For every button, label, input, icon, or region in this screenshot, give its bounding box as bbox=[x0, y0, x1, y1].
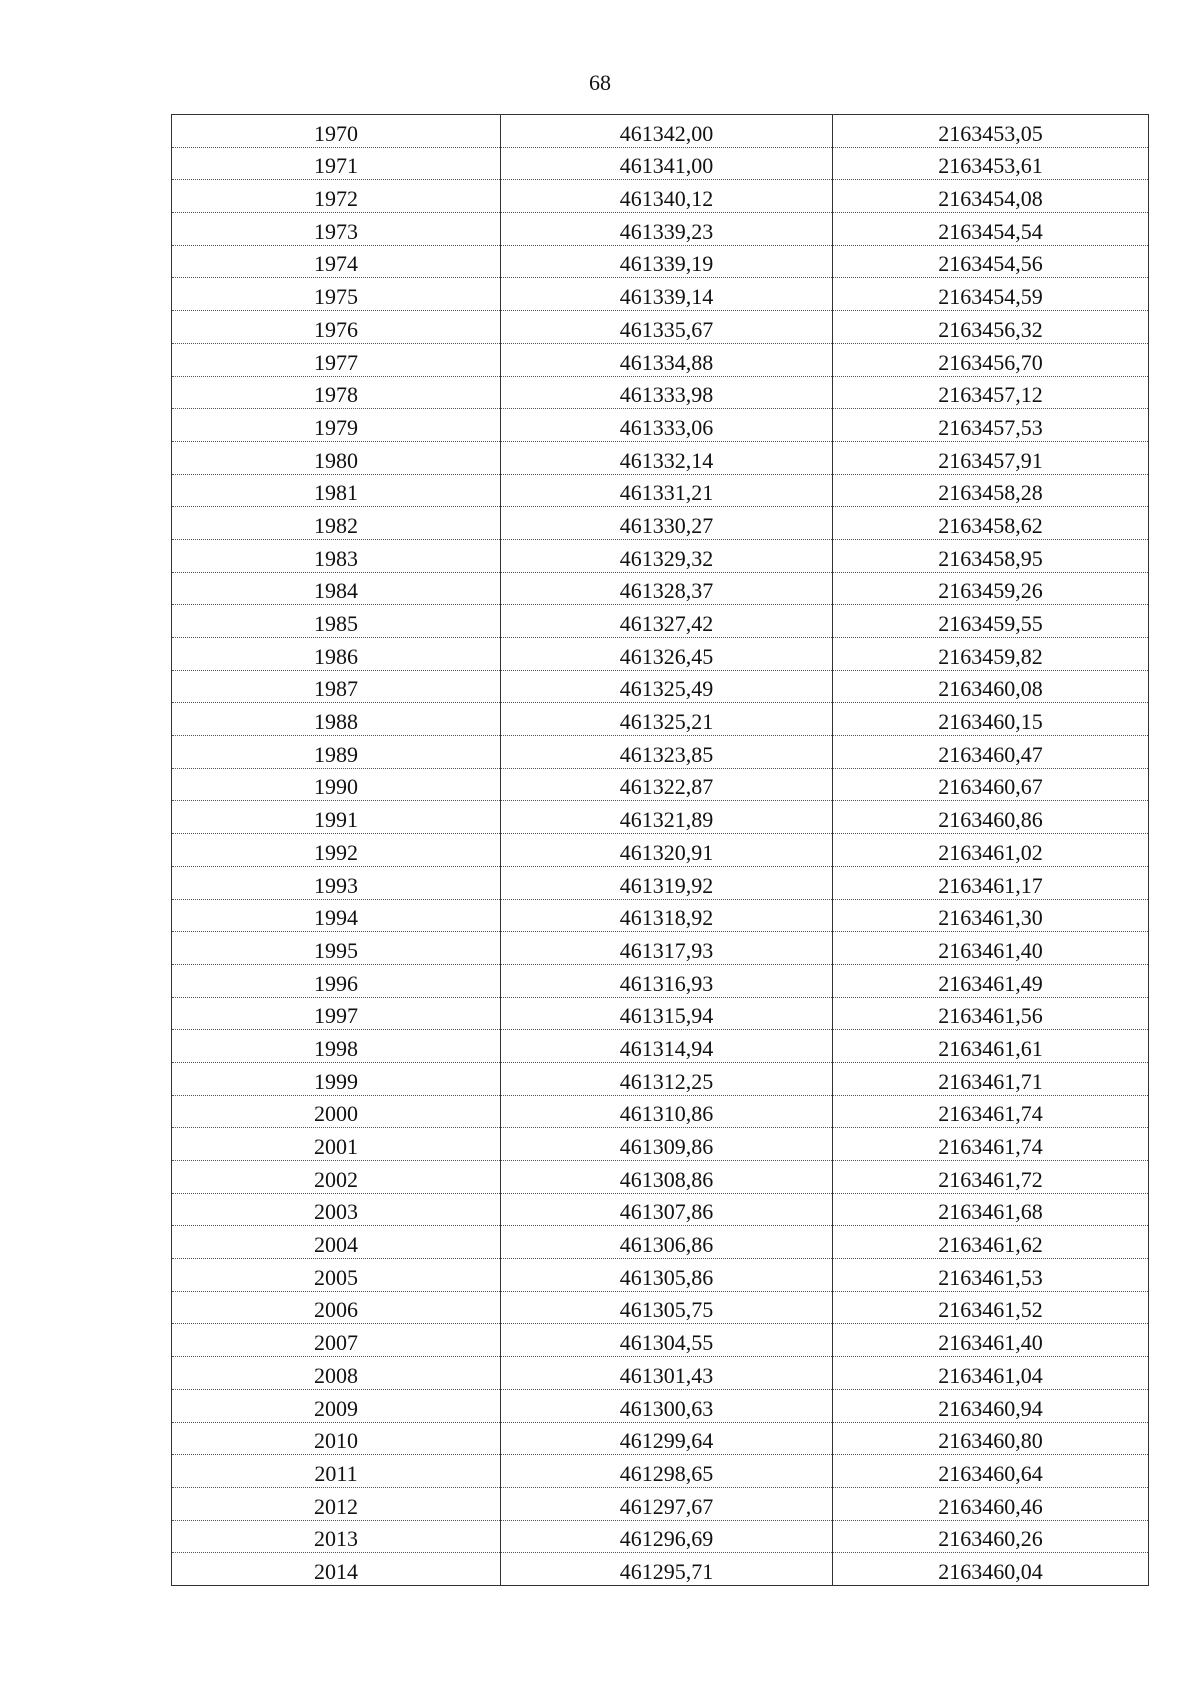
y-coordinate-cell: 2163454,54 bbox=[833, 213, 1149, 246]
y-coordinate-cell: 2163460,08 bbox=[833, 670, 1149, 703]
x-coordinate-cell: 461297,67 bbox=[501, 1487, 833, 1520]
table-row bbox=[172, 1422, 1149, 1455]
y-coordinate-cell: 2163461,56 bbox=[833, 997, 1149, 1030]
x-coordinate-cell: 461300,63 bbox=[501, 1389, 833, 1422]
coordinates-table bbox=[171, 114, 1149, 1586]
point-number-cell: 2009 bbox=[172, 1389, 501, 1422]
x-coordinate-cell: 461323,85 bbox=[501, 736, 833, 769]
table-row bbox=[172, 539, 1149, 572]
table-body bbox=[172, 115, 1149, 1586]
table-row bbox=[172, 638, 1149, 671]
table-row bbox=[172, 801, 1149, 834]
point-number-cell: 1981 bbox=[172, 474, 501, 507]
table-row bbox=[172, 376, 1149, 409]
x-coordinate-cell: 461330,27 bbox=[501, 507, 833, 540]
table-row bbox=[172, 1030, 1149, 1063]
table-row bbox=[172, 997, 1149, 1030]
table-row bbox=[172, 1357, 1149, 1390]
y-coordinate-cell: 2163457,91 bbox=[833, 441, 1149, 474]
point-number-cell: 1976 bbox=[172, 311, 501, 344]
point-number-cell: 2005 bbox=[172, 1259, 501, 1292]
point-number-cell: 1977 bbox=[172, 343, 501, 376]
x-coordinate-cell: 461333,06 bbox=[501, 409, 833, 442]
table-row bbox=[172, 507, 1149, 540]
x-coordinate-cell: 461299,64 bbox=[501, 1422, 833, 1455]
point-number-cell: 2013 bbox=[172, 1520, 501, 1553]
x-coordinate-cell: 461296,69 bbox=[501, 1520, 833, 1553]
table-row bbox=[172, 311, 1149, 344]
y-coordinate-cell: 2163454,08 bbox=[833, 180, 1149, 213]
point-number-cell: 1994 bbox=[172, 899, 501, 932]
y-coordinate-cell: 2163461,02 bbox=[833, 834, 1149, 867]
table-row bbox=[172, 343, 1149, 376]
point-number-cell: 1998 bbox=[172, 1030, 501, 1063]
point-number-cell: 1973 bbox=[172, 213, 501, 246]
y-coordinate-cell: 2163460,46 bbox=[833, 1487, 1149, 1520]
y-coordinate-cell: 2163456,32 bbox=[833, 311, 1149, 344]
x-coordinate-cell: 461310,86 bbox=[501, 1095, 833, 1128]
y-coordinate-cell: 2163461,71 bbox=[833, 1062, 1149, 1095]
y-coordinate-cell: 2163461,68 bbox=[833, 1193, 1149, 1226]
point-number-cell: 1996 bbox=[172, 964, 501, 997]
y-coordinate-cell: 2163460,26 bbox=[833, 1520, 1149, 1553]
point-number-cell: 1989 bbox=[172, 736, 501, 769]
table-row bbox=[172, 866, 1149, 899]
table-row bbox=[172, 180, 1149, 213]
x-coordinate-cell: 461319,92 bbox=[501, 866, 833, 899]
point-number-cell: 1987 bbox=[172, 670, 501, 703]
point-number-cell: 2006 bbox=[172, 1291, 501, 1324]
x-coordinate-cell: 461334,88 bbox=[501, 343, 833, 376]
table-row bbox=[172, 1062, 1149, 1095]
table-row bbox=[172, 1455, 1149, 1488]
table-row bbox=[172, 1161, 1149, 1194]
y-coordinate-cell: 2163460,04 bbox=[833, 1553, 1149, 1586]
table-row bbox=[172, 147, 1149, 180]
point-number-cell: 1974 bbox=[172, 245, 501, 278]
x-coordinate-cell: 461341,00 bbox=[501, 147, 833, 180]
table-row bbox=[172, 1095, 1149, 1128]
table-row bbox=[172, 964, 1149, 997]
point-number-cell: 1991 bbox=[172, 801, 501, 834]
y-coordinate-cell: 2163457,53 bbox=[833, 409, 1149, 442]
point-number-cell: 1984 bbox=[172, 572, 501, 605]
y-coordinate-cell: 2163461,40 bbox=[833, 1324, 1149, 1357]
x-coordinate-cell: 461326,45 bbox=[501, 638, 833, 671]
x-coordinate-cell: 461327,42 bbox=[501, 605, 833, 638]
table-row bbox=[172, 932, 1149, 965]
point-number-cell: 1986 bbox=[172, 638, 501, 671]
y-coordinate-cell: 2163460,15 bbox=[833, 703, 1149, 736]
x-coordinate-cell: 461321,89 bbox=[501, 801, 833, 834]
table-row bbox=[172, 670, 1149, 703]
x-coordinate-cell: 461316,93 bbox=[501, 964, 833, 997]
y-coordinate-cell: 2163454,56 bbox=[833, 245, 1149, 278]
x-coordinate-cell: 461306,86 bbox=[501, 1226, 833, 1259]
point-number-cell: 2000 bbox=[172, 1095, 501, 1128]
table-row bbox=[172, 1553, 1149, 1586]
point-number-cell: 1975 bbox=[172, 278, 501, 311]
x-coordinate-cell: 461325,21 bbox=[501, 703, 833, 736]
table-row bbox=[172, 1520, 1149, 1553]
x-coordinate-cell: 461342,00 bbox=[501, 115, 833, 148]
x-coordinate-cell: 461332,14 bbox=[501, 441, 833, 474]
table-row bbox=[172, 703, 1149, 736]
x-coordinate-cell: 461339,19 bbox=[501, 245, 833, 278]
y-coordinate-cell: 2163459,26 bbox=[833, 572, 1149, 605]
y-coordinate-cell: 2163456,70 bbox=[833, 343, 1149, 376]
x-coordinate-cell: 461318,92 bbox=[501, 899, 833, 932]
point-number-cell: 1990 bbox=[172, 768, 501, 801]
point-number-cell: 1988 bbox=[172, 703, 501, 736]
y-coordinate-cell: 2163461,17 bbox=[833, 866, 1149, 899]
y-coordinate-cell: 2163458,95 bbox=[833, 539, 1149, 572]
table-row bbox=[172, 605, 1149, 638]
y-coordinate-cell: 2163460,86 bbox=[833, 801, 1149, 834]
y-coordinate-cell: 2163461,62 bbox=[833, 1226, 1149, 1259]
point-number-cell: 2001 bbox=[172, 1128, 501, 1161]
point-number-cell: 2008 bbox=[172, 1357, 501, 1390]
x-coordinate-cell: 461328,37 bbox=[501, 572, 833, 605]
y-coordinate-cell: 2163461,74 bbox=[833, 1128, 1149, 1161]
x-coordinate-cell: 461308,86 bbox=[501, 1161, 833, 1194]
point-number-cell: 1971 bbox=[172, 147, 501, 180]
y-coordinate-cell: 2163460,67 bbox=[833, 768, 1149, 801]
y-coordinate-cell: 2163458,28 bbox=[833, 474, 1149, 507]
point-number-cell: 1979 bbox=[172, 409, 501, 442]
table-row bbox=[172, 1389, 1149, 1422]
y-coordinate-cell: 2163461,40 bbox=[833, 932, 1149, 965]
table-row bbox=[172, 1259, 1149, 1292]
table-row bbox=[172, 1128, 1149, 1161]
x-coordinate-cell: 461317,93 bbox=[501, 932, 833, 965]
table-row bbox=[172, 1193, 1149, 1226]
x-coordinate-cell: 461307,86 bbox=[501, 1193, 833, 1226]
table-row bbox=[172, 1324, 1149, 1357]
point-number-cell: 2002 bbox=[172, 1161, 501, 1194]
point-number-cell: 1972 bbox=[172, 180, 501, 213]
y-coordinate-cell: 2163460,80 bbox=[833, 1422, 1149, 1455]
table-row bbox=[172, 1487, 1149, 1520]
page-number: 68 bbox=[589, 70, 611, 95]
x-coordinate-cell: 461322,87 bbox=[501, 768, 833, 801]
y-coordinate-cell: 2163461,52 bbox=[833, 1291, 1149, 1324]
x-coordinate-cell: 461329,32 bbox=[501, 539, 833, 572]
table-row bbox=[172, 278, 1149, 311]
x-coordinate-cell: 461320,91 bbox=[501, 834, 833, 867]
x-coordinate-cell: 461339,14 bbox=[501, 278, 833, 311]
y-coordinate-cell: 2163457,12 bbox=[833, 376, 1149, 409]
x-coordinate-cell: 461309,86 bbox=[501, 1128, 833, 1161]
y-coordinate-cell: 2163453,05 bbox=[833, 115, 1149, 148]
point-number-cell: 1980 bbox=[172, 441, 501, 474]
table-row bbox=[172, 572, 1149, 605]
point-number-cell: 1978 bbox=[172, 376, 501, 409]
x-coordinate-cell: 461335,67 bbox=[501, 311, 833, 344]
point-number-cell: 2011 bbox=[172, 1455, 501, 1488]
point-number-cell: 2014 bbox=[172, 1553, 501, 1586]
table-row bbox=[172, 213, 1149, 246]
y-coordinate-cell: 2163461,49 bbox=[833, 964, 1149, 997]
table-row bbox=[172, 115, 1149, 148]
table-row bbox=[172, 834, 1149, 867]
table-row bbox=[172, 474, 1149, 507]
x-coordinate-cell: 461314,94 bbox=[501, 1030, 833, 1063]
point-number-cell: 1992 bbox=[172, 834, 501, 867]
y-coordinate-cell: 2163461,30 bbox=[833, 899, 1149, 932]
x-coordinate-cell: 461298,65 bbox=[501, 1455, 833, 1488]
y-coordinate-cell: 2163460,94 bbox=[833, 1389, 1149, 1422]
y-coordinate-cell: 2163458,62 bbox=[833, 507, 1149, 540]
x-coordinate-cell: 461312,25 bbox=[501, 1062, 833, 1095]
y-coordinate-cell: 2163461,74 bbox=[833, 1095, 1149, 1128]
point-number-cell: 2012 bbox=[172, 1487, 501, 1520]
y-coordinate-cell: 2163459,55 bbox=[833, 605, 1149, 638]
x-coordinate-cell: 461333,98 bbox=[501, 376, 833, 409]
x-coordinate-cell: 461340,12 bbox=[501, 180, 833, 213]
table-row bbox=[172, 768, 1149, 801]
point-number-cell: 2004 bbox=[172, 1226, 501, 1259]
x-coordinate-cell: 461301,43 bbox=[501, 1357, 833, 1390]
point-number-cell: 1970 bbox=[172, 115, 501, 148]
y-coordinate-cell: 2163461,04 bbox=[833, 1357, 1149, 1390]
point-number-cell: 2003 bbox=[172, 1193, 501, 1226]
x-coordinate-cell: 461295,71 bbox=[501, 1553, 833, 1586]
table-row bbox=[172, 736, 1149, 769]
table-row bbox=[172, 899, 1149, 932]
x-coordinate-cell: 461305,75 bbox=[501, 1291, 833, 1324]
y-coordinate-cell: 2163460,64 bbox=[833, 1455, 1149, 1488]
table-row bbox=[172, 245, 1149, 278]
table-row bbox=[172, 1291, 1149, 1324]
y-coordinate-cell: 2163461,72 bbox=[833, 1161, 1149, 1194]
x-coordinate-cell: 461339,23 bbox=[501, 213, 833, 246]
point-number-cell: 1985 bbox=[172, 605, 501, 638]
x-coordinate-cell: 461305,86 bbox=[501, 1259, 833, 1292]
x-coordinate-cell: 461304,55 bbox=[501, 1324, 833, 1357]
y-coordinate-cell: 2163461,53 bbox=[833, 1259, 1149, 1292]
point-number-cell: 2007 bbox=[172, 1324, 501, 1357]
point-number-cell: 1999 bbox=[172, 1062, 501, 1095]
table-row bbox=[172, 441, 1149, 474]
table-row bbox=[172, 409, 1149, 442]
y-coordinate-cell: 2163453,61 bbox=[833, 147, 1149, 180]
point-number-cell: 1997 bbox=[172, 997, 501, 1030]
table-row bbox=[172, 1226, 1149, 1259]
y-coordinate-cell: 2163454,59 bbox=[833, 278, 1149, 311]
x-coordinate-cell: 461325,49 bbox=[501, 670, 833, 703]
y-coordinate-cell: 2163460,47 bbox=[833, 736, 1149, 769]
point-number-cell: 1995 bbox=[172, 932, 501, 965]
point-number-cell: 2010 bbox=[172, 1422, 501, 1455]
x-coordinate-cell: 461331,21 bbox=[501, 474, 833, 507]
y-coordinate-cell: 2163461,61 bbox=[833, 1030, 1149, 1063]
point-number-cell: 1983 bbox=[172, 539, 501, 572]
point-number-cell: 1993 bbox=[172, 866, 501, 899]
x-coordinate-cell: 461315,94 bbox=[501, 997, 833, 1030]
point-number-cell: 1982 bbox=[172, 507, 501, 540]
y-coordinate-cell: 2163459,82 bbox=[833, 638, 1149, 671]
